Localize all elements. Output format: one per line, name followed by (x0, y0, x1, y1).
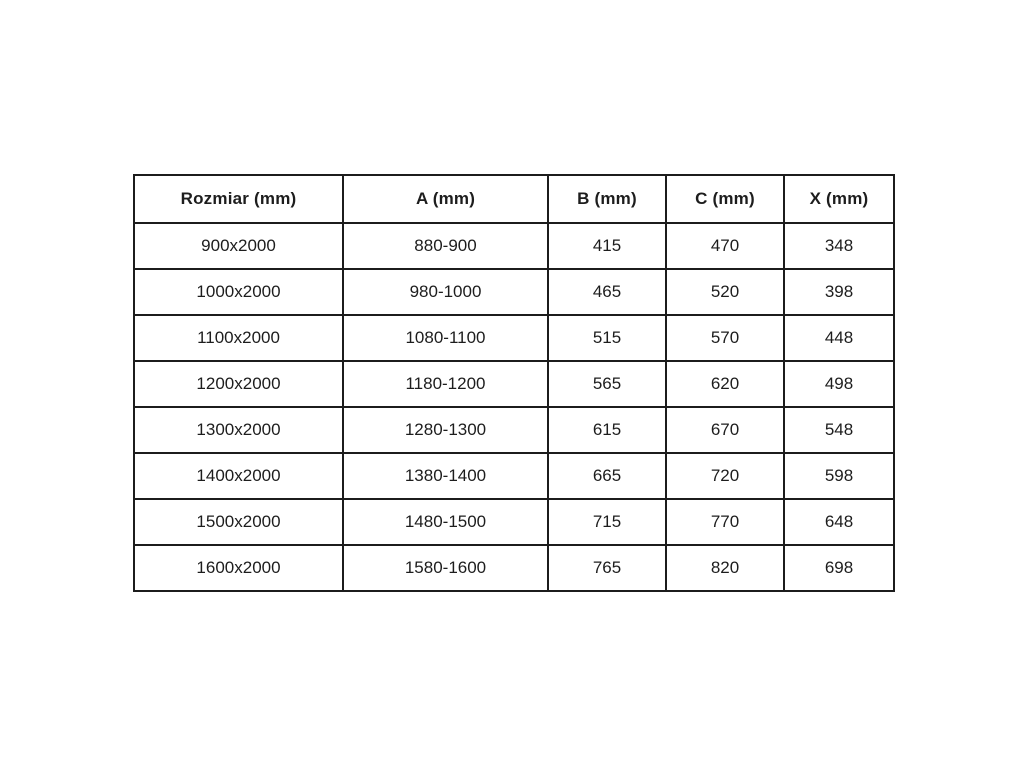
table-cell: 615 (548, 407, 666, 453)
table-cell: 765 (548, 545, 666, 591)
table-cell: 348 (784, 223, 894, 269)
table-cell: 570 (666, 315, 784, 361)
table-cell: 498 (784, 361, 894, 407)
table-row (134, 269, 894, 315)
table-cell: 698 (784, 545, 894, 591)
table-cell: 770 (666, 499, 784, 545)
table-cell: 1000x2000 (134, 269, 343, 315)
column-header-rozmiar: Rozmiar (mm) (134, 175, 343, 223)
table-cell: 1180-1200 (343, 361, 548, 407)
table-row (134, 407, 894, 453)
table-row (134, 223, 894, 269)
table-cell: 1300x2000 (134, 407, 343, 453)
column-header-x: X (mm) (784, 175, 894, 223)
table-cell: 598 (784, 453, 894, 499)
column-header-b: B (mm) (548, 175, 666, 223)
table-cell: 648 (784, 499, 894, 545)
table-cell: 1480-1500 (343, 499, 548, 545)
table-body (134, 223, 894, 591)
table-cell: 1280-1300 (343, 407, 548, 453)
table-cell: 565 (548, 361, 666, 407)
table-cell: 1400x2000 (134, 453, 343, 499)
table-cell: 515 (548, 315, 666, 361)
table-cell: 1100x2000 (134, 315, 343, 361)
table-cell: 520 (666, 269, 784, 315)
header-row (134, 175, 894, 223)
column-header-c: C (mm) (666, 175, 784, 223)
table-cell: 1080-1100 (343, 315, 548, 361)
table-cell: 470 (666, 223, 784, 269)
table-cell: 715 (548, 499, 666, 545)
table-cell: 1600x2000 (134, 545, 343, 591)
table-cell: 980-1000 (343, 269, 548, 315)
size-spec-table (133, 174, 895, 592)
table-row (134, 499, 894, 545)
table-cell: 1500x2000 (134, 499, 343, 545)
table-cell: 415 (548, 223, 666, 269)
column-header-a: A (mm) (343, 175, 548, 223)
table-cell: 1380-1400 (343, 453, 548, 499)
table-row (134, 315, 894, 361)
table-cell: 665 (548, 453, 666, 499)
table-cell: 465 (548, 269, 666, 315)
table-cell: 1580-1600 (343, 545, 548, 591)
table-cell: 720 (666, 453, 784, 499)
table-cell: 900x2000 (134, 223, 343, 269)
table-row (134, 453, 894, 499)
table-cell: 548 (784, 407, 894, 453)
table-cell: 880-900 (343, 223, 548, 269)
table-row (134, 545, 894, 591)
table-cell: 820 (666, 545, 784, 591)
size-spec-table-container (133, 174, 895, 592)
table-cell: 1200x2000 (134, 361, 343, 407)
table-cell: 670 (666, 407, 784, 453)
table-header (134, 175, 894, 223)
table-cell: 398 (784, 269, 894, 315)
table-cell: 448 (784, 315, 894, 361)
table-row (134, 361, 894, 407)
table-cell: 620 (666, 361, 784, 407)
